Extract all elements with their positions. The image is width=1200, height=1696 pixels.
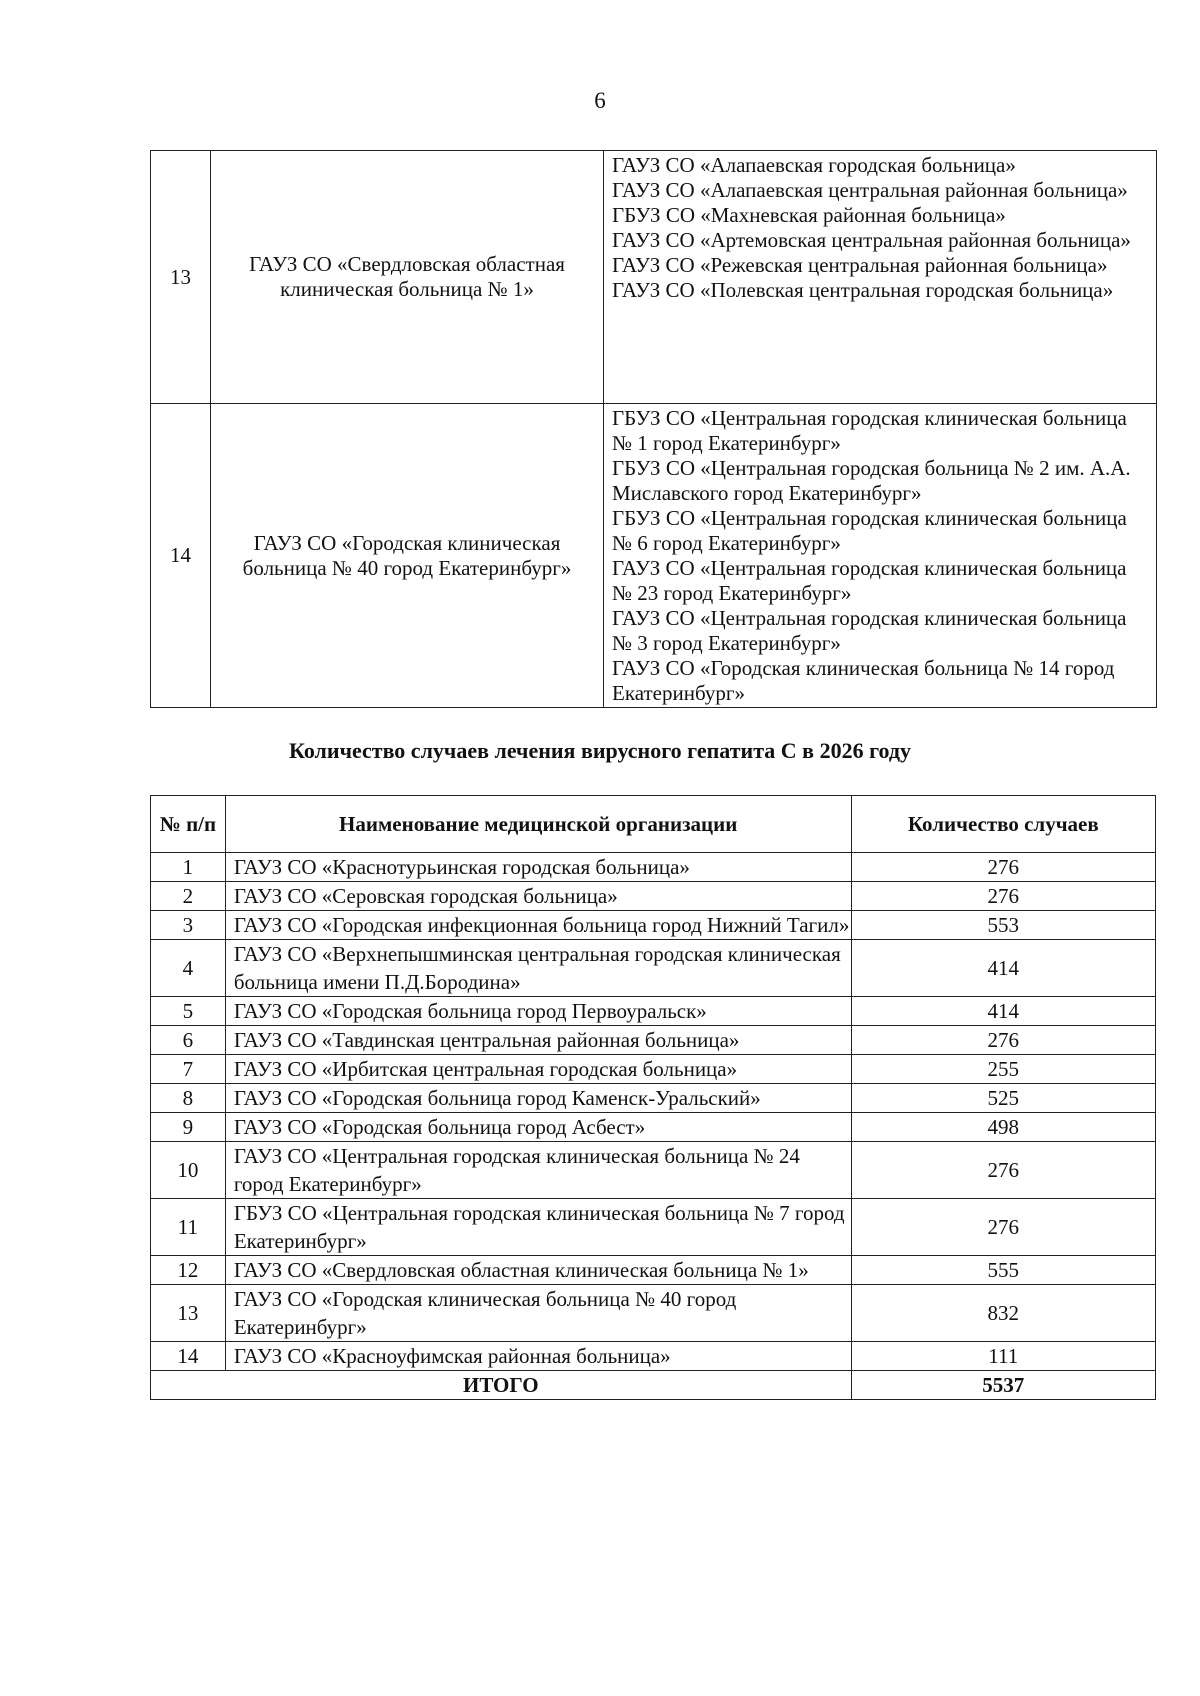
table-row [151,1199,1156,1256]
table-row [151,1285,1156,1342]
case-count: 498 [851,1113,1155,1142]
case-count: 555 [851,1256,1155,1285]
list-item: ГБУЗ СО «Махневская районная больница» [612,203,1006,227]
organization-name: ГАУЗ СО «Городская клиническая больница № 40 город Екатеринбург» [225,1285,851,1342]
header-quantity: Количество случаев [851,796,1155,853]
case-count: 553 [851,911,1155,940]
row-number: 11 [151,1199,226,1256]
case-count: 276 [851,1142,1155,1199]
row-number: 13 [151,151,211,404]
case-count: 276 [851,853,1155,882]
cases-body [151,853,1156,1371]
row-number: 7 [151,1055,226,1084]
attached-organizations [604,151,1157,404]
case-count: 255 [851,1055,1155,1084]
row-number: 13 [151,1285,226,1342]
table-row [151,1113,1156,1142]
organization-name: ГАУЗ СО «Городская инфекционная больница город Нижний Тагил» [225,911,851,940]
total-label: ИТОГО [151,1371,852,1400]
organization-name: ГАУЗ СО «Ирбитская центральная городская больница» [225,1055,851,1084]
organization-name: ГАУЗ СО «Красноуфимская районная больница» [225,1342,851,1371]
continuation-table [150,150,1157,708]
lead-organization: ГАУЗ СО «Свердловская областная клиническая больница № 1» [211,151,604,404]
row-number: 3 [151,911,226,940]
header-name: Наименование медицинской организации [225,796,851,853]
row-number: 6 [151,1026,226,1055]
organization-name: ГАУЗ СО «Верхнепышминская центральная городская клиническая больница имени П.Д.Бородина» [225,940,851,997]
row-number: 4 [151,940,226,997]
row-number: 9 [151,1113,226,1142]
organization-name: ГАУЗ СО «Городская больница город Каменск-Уральский» [225,1084,851,1113]
case-count: 276 [851,1026,1155,1055]
organization-name: ГАУЗ СО «Городская больница город Первоуральск» [225,997,851,1026]
cases-table [150,795,1156,1400]
table-row [151,151,1157,404]
list-item: ГАУЗ СО «Алапаевская центральная районная больница» [612,178,1128,202]
table-row [151,1342,1156,1371]
organization-name: ГАУЗ СО «Центральная городская клиническая больница № 24 город Екатеринбург» [225,1142,851,1199]
row-number: 1 [151,853,226,882]
organization-name: ГАУЗ СО «Серовская городская больница» [225,882,851,911]
total-row [151,1371,1156,1400]
list-item: ГАУЗ СО «Центральная городская клиническая больница № 23 город Екатеринбург» [612,556,1127,605]
row-number: 2 [151,882,226,911]
list-item: ГАУЗ СО «Артемовская центральная районная больница» [612,228,1131,252]
list-item: ГАУЗ СО «Полевская центральная городская больница» [612,278,1114,302]
table-row [151,1026,1156,1055]
case-count: 111 [851,1342,1155,1371]
total-value: 5537 [851,1371,1155,1400]
row-number: 14 [151,404,211,708]
table-row [151,1055,1156,1084]
table-row [151,997,1156,1026]
header-number: № п/п [151,796,226,853]
row-number: 14 [151,1342,226,1371]
list-item: ГАУЗ СО «Режевская центральная районная больница» [612,253,1108,277]
list-item: ГБУЗ СО «Центральная городская больница № 2 им. А.А. Миславского город Екатеринбург» [612,456,1131,505]
organization-name: ГАУЗ СО «Краснотурьинская городская больница» [225,853,851,882]
organization-name: ГАУЗ СО «Городская больница город Асбест» [225,1113,851,1142]
table-row [151,940,1156,997]
case-count: 414 [851,997,1155,1026]
attached-organizations [604,404,1157,708]
table-header-row [151,796,1156,853]
list-item: ГБУЗ СО «Центральная городская клиническая больница № 6 город Екатеринбург» [612,506,1127,555]
case-count: 276 [851,1199,1155,1256]
lead-organization: ГАУЗ СО «Городская клиническая больница № 40 город Екатеринбург» [211,404,604,708]
row-number: 5 [151,997,226,1026]
table-row [151,1142,1156,1199]
case-count: 525 [851,1084,1155,1113]
table-row [151,1256,1156,1285]
organization-name: ГБУЗ СО «Центральная городская клиническая больница № 7 город Екатеринбург» [225,1199,851,1256]
row-number: 8 [151,1084,226,1113]
table-row [151,853,1156,882]
list-item: ГАУЗ СО «Центральная городская клиническая больница № 3 город Екатеринбург» [612,606,1127,655]
case-count: 276 [851,882,1155,911]
table-row [151,404,1157,708]
row-number: 10 [151,1142,226,1199]
table-row [151,1084,1156,1113]
organization-name: ГАУЗ СО «Свердловская областная клиническая больница № 1» [225,1256,851,1285]
list-item: ГАУЗ СО «Городская клиническая больница № 14 город Екатеринбург» [612,656,1115,705]
list-item: ГАУЗ СО «Алапаевская городская больница» [612,153,1016,177]
table-row [151,882,1156,911]
case-count: 832 [851,1285,1155,1342]
row-number: 12 [151,1256,226,1285]
page-number: 6 [594,88,606,113]
section-title: Количество случаев лечения вирусного гепатита С в 2026 году [288,738,911,763]
list-item: ГБУЗ СО «Центральная городская клиническая больница № 1 город Екатеринбург» [612,406,1127,455]
organization-name: ГАУЗ СО «Тавдинская центральная районная больница» [225,1026,851,1055]
table-row [151,911,1156,940]
case-count: 414 [851,940,1155,997]
